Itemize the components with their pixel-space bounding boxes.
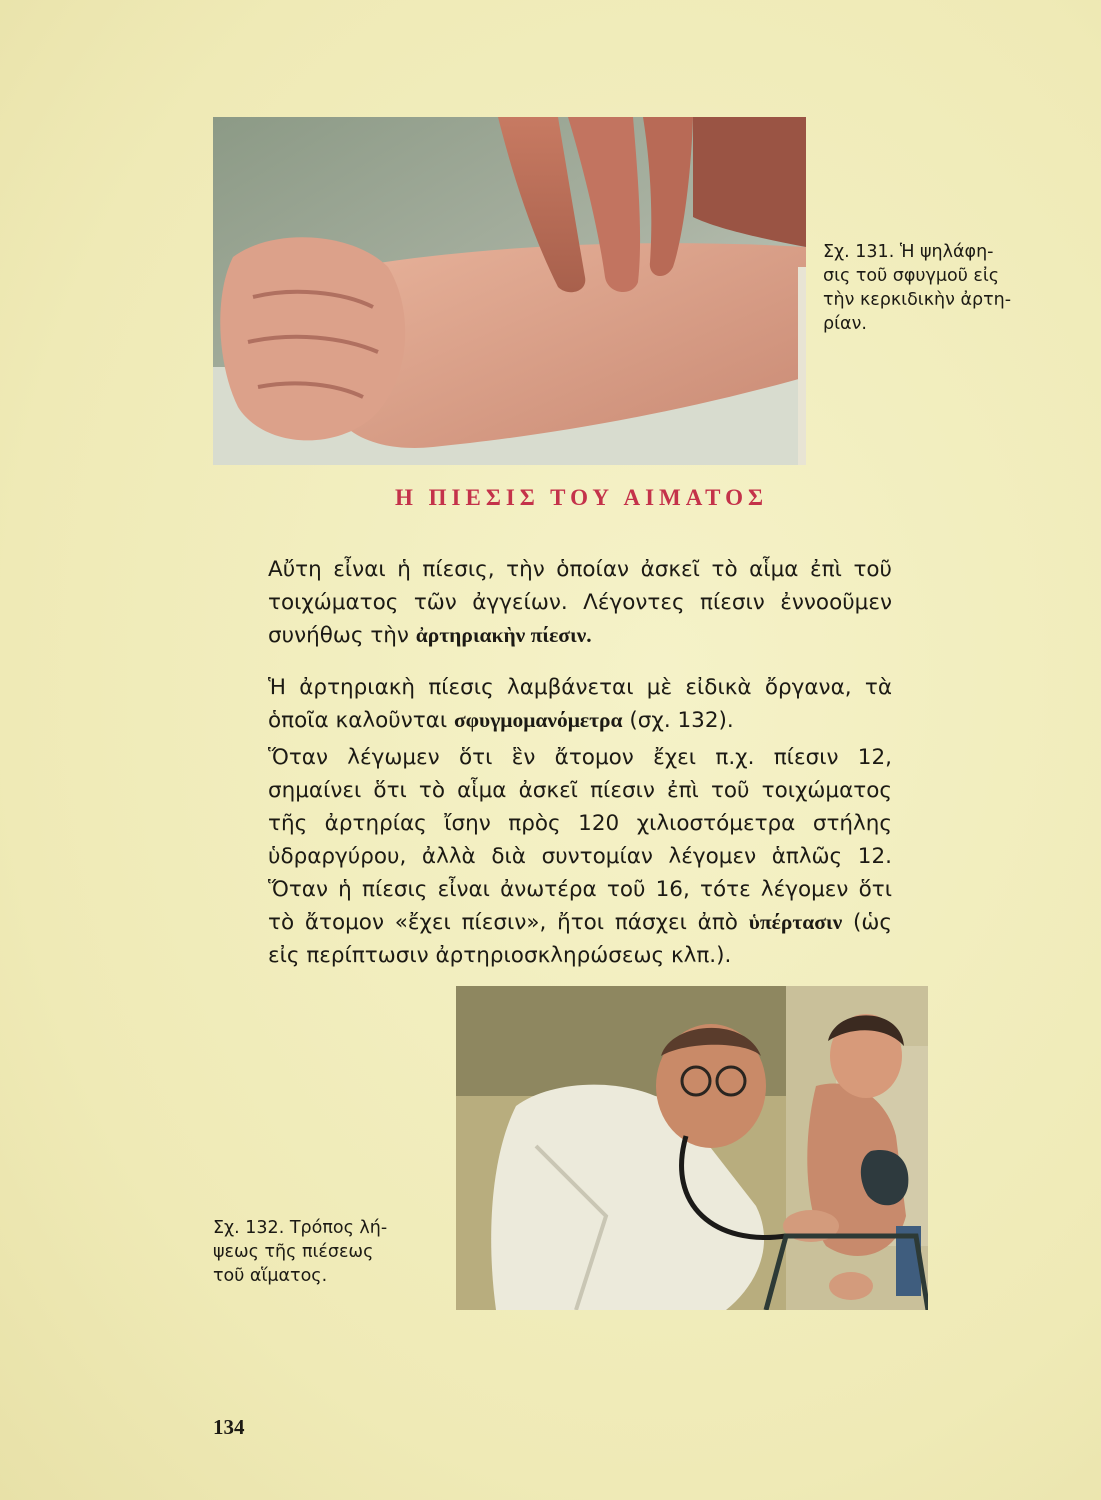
page-number: 134 bbox=[213, 1415, 245, 1439]
bold-term-hypertension: ὑπέρτασιν bbox=[748, 910, 843, 934]
caption-line: ρίαν. bbox=[823, 314, 867, 334]
paragraph-text: (σχ. 132). bbox=[622, 708, 734, 733]
paragraph-text: Αὔτη εἶναι ἡ πίεσις, τὴν ὁποίαν ἀσκεῖ τὸ αἷμα ἐπὶ τοῦ τοιχώματος τῶν ἀγγείων. Λέγοντες πίεσιν ἐννοοῦμεν συνήθως τὴν bbox=[268, 557, 892, 648]
paragraph-text: (ὡς εἰς περίπτωσιν ἀρτηριοσκληρώσεως κλπ.). bbox=[268, 910, 892, 968]
figure-131-caption bbox=[823, 240, 1023, 336]
pulse-photo-illustration bbox=[213, 117, 806, 465]
paragraph-definition bbox=[268, 553, 892, 652]
paragraph-hypertension bbox=[268, 741, 892, 972]
section-heading: Η ΠΙΕΣΙΣ ΤΟΥ ΑΙΜΑΤΟΣ bbox=[395, 485, 768, 510]
caption-line: ψεως τῆς πιέσεως bbox=[213, 1242, 374, 1262]
paragraph-text: Ἡ ἀρτηριακὴ πίεσις λαμβάνεται μὲ εἰδικὰ ὄργανα, τὰ ὁποῖα καλοῦνται bbox=[268, 675, 892, 733]
caption-line: τὴν κερκιδικὴν ἀρτη- bbox=[823, 290, 1012, 310]
blood-pressure-photo bbox=[456, 986, 928, 1310]
paragraph-instruments bbox=[268, 671, 892, 737]
caption-line: τοῦ αἵματος. bbox=[213, 1266, 328, 1286]
bold-term-arterial-pressure: ἀρτηριακὴν πίεσιν. bbox=[415, 623, 592, 647]
figure-132-caption bbox=[213, 1216, 443, 1288]
caption-line: σις τοῦ σφυγμοῦ εἰς bbox=[823, 266, 1000, 286]
bold-term-sphygmomanometers: σφυγμομανόμετρα bbox=[453, 708, 623, 732]
pulse-photo bbox=[213, 117, 806, 465]
caption-line: Σχ. 132. Τρόπος λή- bbox=[213, 1218, 388, 1238]
paragraph-text: Ὅταν λέγωμεν ὅτι ἓν ἄτομον ἔχει π.χ. πίεσιν 12, σημαίνει ὅτι τὸ αἷμα ἀσκεῖ πίεσιν ἐπὶ τοῦ τοιχώματος τῆς ἀρτηρίας ἴσην πρὸς 120 χιλιοστόμετρα στήλης ὑδραργύρου, ἀλλὰ διὰ συντομίαν λέγομεν ἁπλῶς 12. Ὅταν ἡ πίεσις εἶναι ἀνωτέρα τοῦ 16, τότε λέγομεν ὅτι τὸ ἄτομον «ἔχει πίεσιν», ἤτοι πάσχει ἀπὸ bbox=[268, 745, 892, 935]
caption-line: Σχ. 131. Ἡ ψηλάφη- bbox=[823, 242, 994, 262]
blood-pressure-photo-illustration bbox=[456, 986, 928, 1310]
